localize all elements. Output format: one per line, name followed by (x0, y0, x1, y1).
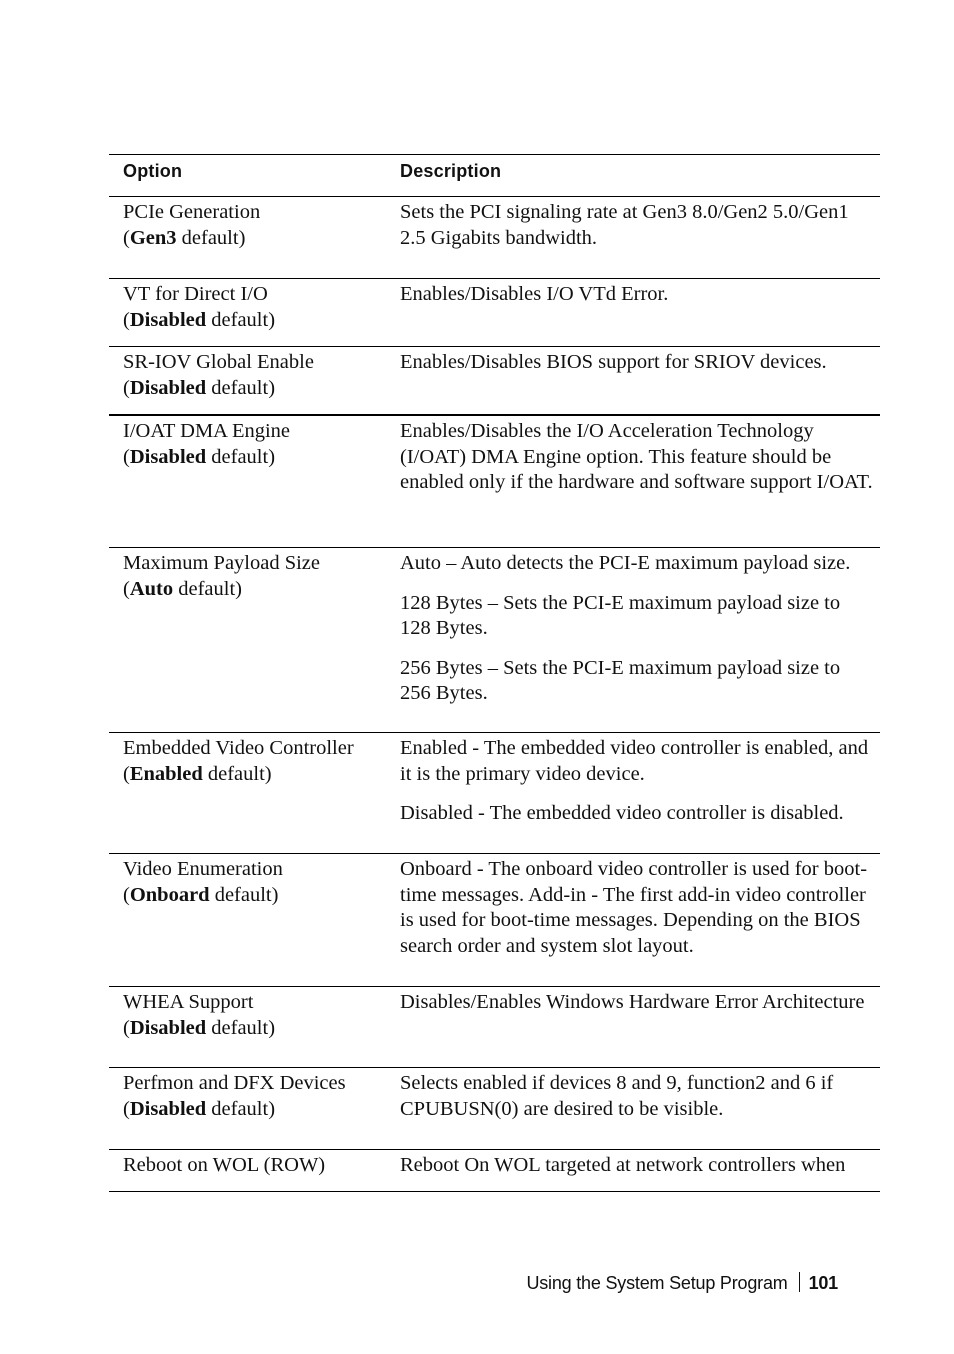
row-0-description (400, 200, 875, 265)
default-value: Disabled (129, 445, 207, 468)
default-value: Enabled (129, 762, 203, 785)
row-0-option (123, 200, 385, 251)
option-name: Embedded Video Controller (123, 737, 354, 759)
default-value: Disabled (129, 308, 207, 331)
row-6-option (123, 857, 385, 908)
footer-separator (799, 1272, 800, 1292)
row-7-option (123, 990, 385, 1041)
row-4-description (400, 551, 875, 721)
description-paragraph: 256 Bytes – Sets the PCI-E maximum payload size to 256 Bytes. (400, 656, 841, 704)
page-number: 101 (808, 1273, 838, 1293)
description-paragraph: Enabled - The embedded video controller is enabled, and it is the primary video device. (400, 737, 869, 785)
row-4-option (123, 551, 385, 602)
description-paragraph: Onboard - The onboard video controller is used for boot-time messages. Add-in - The first add-in video controller is used for boot-time messages. Depending on the BIOS search order and system slot layout. (400, 858, 868, 957)
row-3-option (123, 419, 385, 470)
option-default: (Disabled default) (123, 308, 276, 331)
description-paragraph: Reboot On WOL targeted at network controllers when (400, 1154, 846, 1176)
row-2-option (123, 350, 385, 401)
default-value: Disabled (129, 1097, 207, 1120)
description-paragraph: Selects enabled if devices 8 and 9, function2 and 6 if CPUBUSN(0) are desired to be visible. (400, 1072, 834, 1120)
description-paragraph: Auto – Auto detects the PCI-E maximum payload size. (400, 552, 851, 574)
row-rule (109, 1067, 880, 1068)
option-name: PCIe Generation (123, 201, 261, 223)
description-paragraph: Disables/Enables Windows Hardware Error Architecture (400, 991, 865, 1013)
option-default: (Disabled default) (123, 1016, 276, 1039)
table-bottom-rule (109, 1191, 880, 1192)
description-paragraph: Enables/Disables BIOS support for SRIOV devices. (400, 351, 827, 373)
option-default: (Gen3 default) (123, 226, 246, 249)
row-6-description (400, 857, 875, 973)
row-rule (109, 346, 880, 347)
row-9-option (123, 1153, 385, 1179)
option-name: Maximum Payload Size (123, 552, 321, 574)
row-8-option (123, 1071, 385, 1122)
row-5-option (123, 736, 385, 787)
row-rule (109, 986, 880, 987)
default-value: Auto (129, 577, 174, 600)
description-paragraph: Enables/Disables I/O VTd Error. (400, 283, 669, 305)
header-rule (109, 196, 880, 197)
option-default: (Disabled default) (123, 376, 276, 399)
default-value: Gen3 (129, 226, 177, 249)
description-paragraph: Enables/Disables the I/O Acceleration Technology (I/OAT) DMA Engine option. This feature should be enabled only if the hardware and software support I/OAT. (400, 420, 873, 493)
table-top-rule (109, 154, 880, 155)
option-name: VT for Direct I/O (123, 283, 268, 305)
row-rule (109, 278, 880, 279)
footer-section-title: Using the System Setup Program (526, 1273, 788, 1293)
row-rule (109, 414, 880, 416)
row-7-description (400, 990, 875, 1030)
default-value: Disabled (129, 376, 207, 399)
row-rule (109, 853, 880, 854)
option-default: (Auto default) (123, 577, 242, 600)
option-default: (Onboard default) (123, 883, 279, 906)
row-3-description (400, 419, 875, 510)
row-1-option (123, 282, 385, 333)
description-paragraph: Sets the PCI signaling rate at Gen3 8.0/Gen2 5.0/Gen1 2.5 Gigabits bandwidth. (400, 201, 849, 249)
row-rule (109, 547, 880, 548)
option-default: (Disabled default) (123, 445, 276, 468)
description-paragraph: Disabled - The embedded video controller is disabled. (400, 802, 844, 824)
option-name: Reboot on WOL (ROW) (123, 1154, 326, 1176)
row-2-description (400, 350, 875, 390)
header-description: Description (400, 161, 502, 181)
option-name: Perfmon and DFX Devices (123, 1072, 346, 1094)
option-default: (Disabled default) (123, 1097, 276, 1120)
row-5-description (400, 736, 875, 841)
option-default: (Enabled default) (123, 762, 272, 785)
row-8-description (400, 1071, 875, 1136)
default-value: Disabled (129, 1016, 207, 1039)
row-rule (109, 732, 880, 733)
default-value: Onboard (129, 883, 210, 906)
option-name: SR-IOV Global Enable (123, 351, 314, 373)
row-1-description (400, 282, 875, 322)
description-paragraph: 128 Bytes – Sets the PCI-E maximum payload size to 128 Bytes. (400, 591, 841, 639)
option-name: I/OAT DMA Engine (123, 420, 291, 442)
option-name: WHEA Support (123, 991, 254, 1013)
page-footer (526, 1272, 838, 1294)
row-rule (109, 1149, 880, 1150)
option-name: Video Enumeration (123, 858, 283, 880)
row-9-description (400, 1153, 875, 1193)
header-option: Option (123, 161, 183, 181)
